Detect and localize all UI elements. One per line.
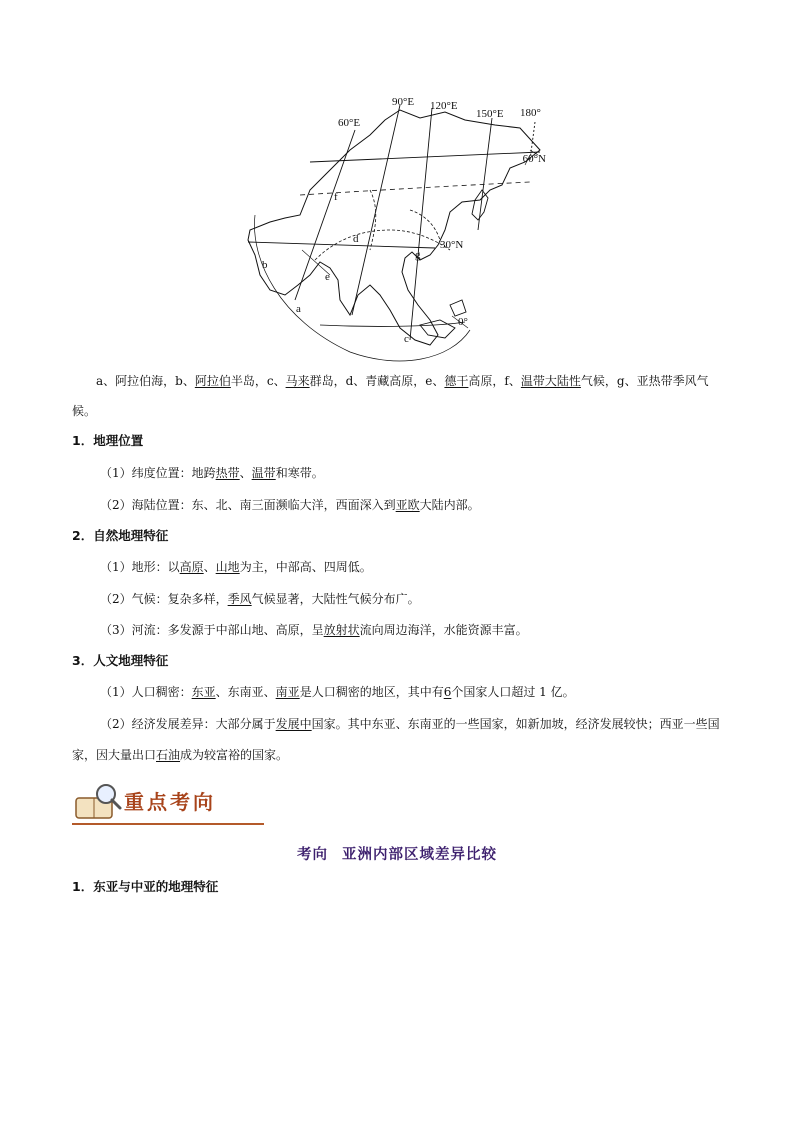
section1-title: 1．地理位置 <box>72 433 144 448</box>
label-a: a <box>296 303 301 315</box>
label-g: g <box>415 249 421 261</box>
banner-title: 重点考向 <box>124 790 216 814</box>
label-b: b <box>262 259 268 271</box>
lon-90-line <box>352 105 400 315</box>
label-c: c <box>404 333 409 345</box>
label-lat30: 30°N <box>440 239 464 251</box>
label-lon150: 150°E <box>476 108 504 120</box>
inner-boundary-2 <box>370 190 376 250</box>
lat-30-line <box>248 242 435 248</box>
label-lat60: 60°N <box>522 153 546 165</box>
lat-0-line <box>320 322 465 326</box>
label-lon90: 90°E <box>392 96 415 108</box>
label-f: f <box>334 191 338 203</box>
section-heading: 考向 亚洲内部区域差异比较 <box>297 847 497 863</box>
section3-title: 3．人文地理特征 <box>72 653 169 668</box>
map-legend-paragraph: a、阿拉伯海，b、阿拉伯半岛，c、马来群岛，d、青藏高原，e、德干高原，f、温带大陆性气候，g、亚热带季风气候。 <box>72 374 709 418</box>
label-d: d <box>353 233 359 245</box>
section2-line2: （2）气候：复杂多样，季风气候显著，大陆性气候分布广。 <box>100 592 420 606</box>
label-lon180: 180° <box>520 107 541 119</box>
section2-line1: （1）地形：以高原、山地为主，中部高、四周低。 <box>100 560 372 574</box>
section3-line2: （2）经济发展差异：大部分属于发展中国家。其中东亚、东南亚的一些国家，如新加坡，经济发展较快；西亚一些国家，因大量出口石油成为较富裕的国家。 <box>72 717 720 762</box>
magnifier-book-icon <box>72 780 128 826</box>
lon-120-line <box>410 108 432 340</box>
section3-line1: （1）人口稠密：东亚、东南亚、南亚是人口稠密的地区，其中有6个国家人口超过 1 亿。 <box>100 685 575 699</box>
section2-line3: （3）河流：多发源于中部山地、高原，呈放射状流向周边海洋，水能资源丰富。 <box>100 623 528 637</box>
section1-line1: （1）纬度位置：地跨热带、温带和寒带。 <box>100 466 324 480</box>
asia-map <box>240 90 546 365</box>
label-e: e <box>325 271 330 283</box>
label-lat0: 0° <box>458 316 468 328</box>
asia-outline <box>248 110 540 345</box>
inner-boundary-3 <box>410 210 440 240</box>
section2-title: 2．自然地理特征 <box>72 528 169 543</box>
label-lon60: 60°E <box>338 117 361 129</box>
globe-edge <box>254 215 470 361</box>
lon-150-line <box>478 118 492 230</box>
label-lon120: 120°E <box>430 100 458 112</box>
banner-underline <box>72 823 264 825</box>
asia-map-svg <box>240 90 546 365</box>
section4-title: 1．东亚与中亚的地理特征 <box>72 879 219 894</box>
section1-line2: （2）海陆位置：东、北、南三面濒临大洋，西面深入到亚欧大陆内部。 <box>100 498 480 512</box>
